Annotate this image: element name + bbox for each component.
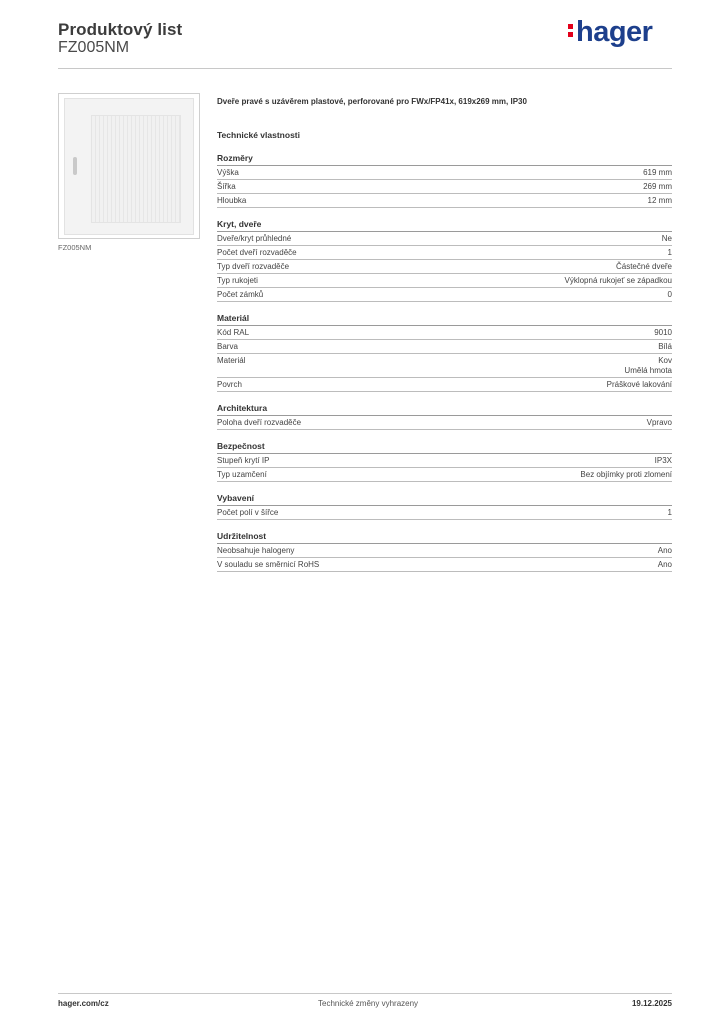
spec-section (217, 402, 672, 430)
spec-value-line: Ano (657, 560, 672, 569)
page-title: Produktový list (58, 20, 183, 39)
spec-label: Typ uzamčení (217, 470, 267, 479)
spec-label: Počet dveří rozvaděče (217, 248, 297, 257)
spec-value-line: 1 (667, 248, 672, 257)
spec-label: Barva (217, 342, 238, 351)
spec-section (217, 312, 672, 392)
spec-label: Výška (217, 168, 239, 177)
spec-row (217, 340, 672, 354)
section-title: Architektura (217, 402, 672, 416)
spec-value-line: Kov (658, 356, 672, 365)
spec-value-line: Výklopná rukojeť se západkou (564, 276, 672, 285)
spec-label: Stupeň krytí IP (217, 456, 270, 465)
footer-note: Technické změny vyhrazeny (318, 999, 419, 1008)
spec-label: Poloha dveří rozvaděče (217, 418, 302, 427)
spec-value (648, 196, 672, 206)
spec-row (217, 468, 672, 482)
spec-label: Typ dveří rozvaděče (217, 262, 290, 271)
spec-label: Povrch (217, 380, 242, 389)
spec-value-line: 269 mm (643, 182, 672, 191)
footer-divider (58, 993, 672, 994)
spec-label: Typ rukojeti (217, 276, 258, 285)
door-illustration (64, 98, 194, 235)
spec-row (217, 326, 672, 340)
spec-row (217, 378, 672, 392)
spec-value-line: Bílá (658, 342, 672, 351)
spec-value (658, 546, 672, 556)
perforated-panel (91, 115, 181, 223)
spec-label: Hloubka (217, 196, 247, 205)
spec-label: Materiál (217, 356, 246, 365)
hager-logo (568, 16, 652, 49)
header-divider (58, 68, 672, 69)
spec-value (668, 290, 672, 300)
logo-dots-icon (568, 21, 573, 40)
spec-value-line: 1 (667, 508, 672, 517)
spec-row (217, 416, 672, 430)
spec-section (217, 492, 672, 520)
spec-label: Šířka (217, 182, 236, 191)
spec-label: Dveře/kryt průhledné (217, 234, 292, 243)
product-code: FZ005NM (58, 39, 130, 56)
spec-label: Počet polí v šířce (217, 508, 279, 517)
section-title: Bezpečnost (217, 440, 672, 454)
spec-row (217, 274, 672, 288)
door-handle-icon (73, 157, 77, 175)
spec-value-line: IP3X (654, 456, 672, 465)
spec-value (668, 248, 672, 258)
spec-row (217, 288, 672, 302)
spec-value (643, 168, 672, 178)
spec-value-line: Vpravo (646, 418, 672, 427)
spec-value-line: Bez objímky proti zlomení (580, 470, 672, 479)
spec-value-line: Ne (661, 234, 672, 243)
spec-value (624, 356, 672, 376)
spec-section (217, 218, 672, 302)
spec-section (217, 152, 672, 208)
spec-label: Počet zámků (217, 290, 264, 299)
spec-value (616, 262, 672, 272)
section-title: Rozměry (217, 152, 672, 166)
spec-row (217, 246, 672, 260)
spec-row (217, 354, 672, 378)
spec-value (662, 234, 672, 244)
spec-value (647, 418, 672, 428)
product-image (58, 93, 200, 239)
spec-row (217, 194, 672, 208)
spec-label: Kód RAL (217, 328, 250, 337)
spec-value-line: Práškové lakování (606, 380, 672, 389)
spec-value-line: 9010 (654, 328, 672, 337)
spec-value (643, 182, 672, 192)
spec-value (658, 560, 672, 570)
footer-website: hager.com/cz (58, 999, 109, 1008)
spec-value-line: Umělá hmota (624, 366, 672, 375)
spec-section (217, 530, 672, 572)
spec-row (217, 260, 672, 274)
spec-value (668, 508, 672, 518)
spec-sections (217, 152, 672, 572)
specifications (217, 96, 672, 572)
spec-row (217, 544, 672, 558)
footer-date: 19.12.2025 (631, 999, 672, 1008)
spec-row (217, 506, 672, 520)
spec-value (564, 276, 672, 286)
spec-section (217, 440, 672, 482)
spec-value (658, 342, 672, 352)
section-title: Vybavení (217, 492, 672, 506)
spec-value-line: 0 (667, 290, 672, 299)
spec-value-line: 12 mm (647, 196, 672, 205)
product-description: Dveře pravé s uzávěrem plastové, perforované pro FWx/FP41x, 619x269 mm, IP30 (217, 97, 527, 106)
spec-value (654, 328, 672, 338)
spec-row (217, 454, 672, 468)
spec-value (580, 470, 672, 480)
spec-value (655, 456, 672, 466)
section-title: Udržitelnost (217, 530, 672, 544)
spec-row (217, 166, 672, 180)
technical-properties-title: Technické vlastnosti (217, 130, 300, 140)
spec-value-line: 619 mm (643, 168, 672, 177)
section-title: Kryt, dveře (217, 218, 672, 232)
spec-row (217, 180, 672, 194)
spec-value-line: Částečné dveře (615, 262, 672, 271)
spec-value-line: Ano (657, 546, 672, 555)
logo-text: hager (576, 16, 653, 48)
spec-label: Neobsahuje halogeny (217, 546, 295, 555)
spec-row (217, 558, 672, 572)
spec-value (607, 380, 672, 390)
spec-label: V souladu se směrnicí RoHS (217, 560, 320, 569)
section-title: Materiál (217, 312, 672, 326)
spec-row (217, 232, 672, 246)
image-caption: FZ005NM (58, 243, 92, 252)
